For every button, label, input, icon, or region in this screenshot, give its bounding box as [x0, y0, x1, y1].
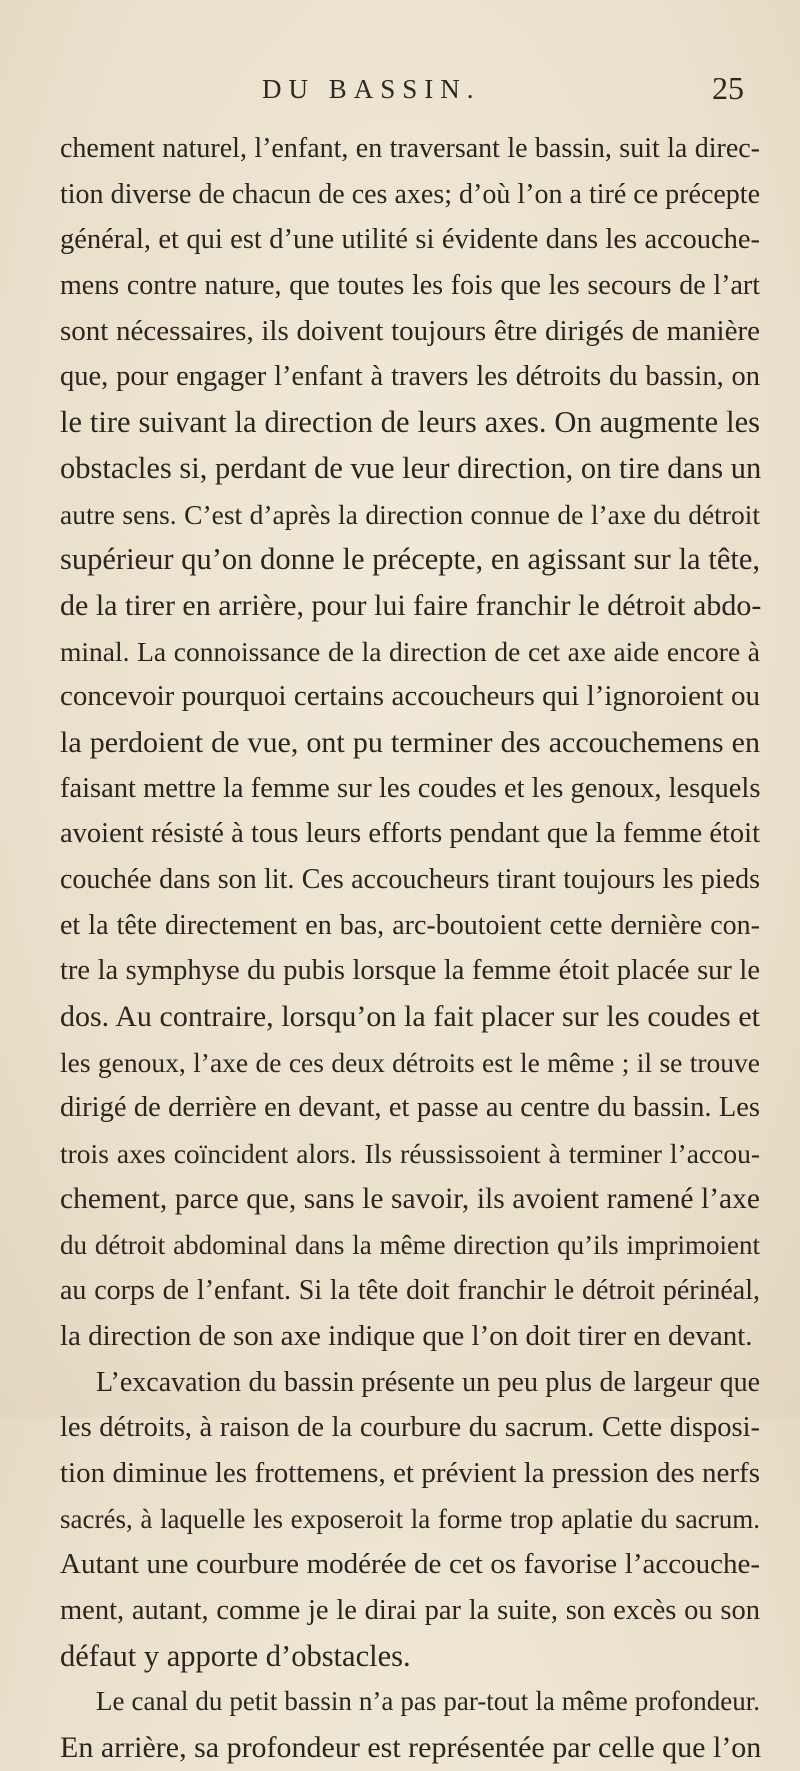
- paragraph-start-line: L’excavation du bassin présente un peu plus de largeur que: [96, 1366, 760, 1398]
- text-line: En arrière, sa profondeur est représentée par celle que l’on: [60, 1731, 762, 1765]
- text-line: minal. La connoissance de la direction de cet axe aide encore à: [60, 635, 760, 667]
- text-line: dirigé de derrière en devant, et passe au centre du bassin. Les: [60, 1092, 760, 1124]
- text-line: couchée dans son lit. Ces accoucheurs tirant toujours les pieds: [60, 864, 760, 895]
- text-line: tre la symphyse du pubis lorsque la femme étoit placée sur le: [60, 955, 760, 987]
- paragraph-start-line: Le canal du petit bassin n’a pas par-tout la même profondeur.: [96, 1686, 760, 1717]
- text-line: général, et qui est d’une utilité si évidente dans les accouche-: [60, 224, 760, 256]
- text-line: le tire suivant la direction de leurs axes. On augmente les: [60, 405, 760, 440]
- text-line: la direction de son axe indique que l’on doit tirer en devant.: [60, 1319, 753, 1352]
- text-line: trois axes coïncident alors. Ils réussissoient à terminer l’accou-: [60, 1138, 760, 1170]
- text-line: chement naturel, l’enfant, en traversant le bassin, suit la direc-: [60, 133, 760, 164]
- page-number: 25: [712, 70, 744, 106]
- body-text: [60, 126, 760, 1771]
- text-line: la perdoient de vue, ont pu terminer des accouchemens en: [60, 725, 760, 759]
- text-line: sacrés, à laquelle les exposeroit la forme trop aplatie du sacrum.: [60, 1503, 760, 1534]
- text-line: obstacles si, perdant de vue leur direction, on tire dans un: [60, 450, 762, 485]
- text-line: ment, autant, comme je le dirai par la suite, son excès ou son: [60, 1595, 760, 1626]
- text-line: dos. Au contraire, lorsqu’on la fait placer sur les coudes et: [60, 1000, 760, 1034]
- text-line: tion diverse de chacun de ces axes; d’où l’on a tiré ce précepte: [60, 178, 760, 210]
- text-line: concevoir pourquoi certains accoucheurs qui l’ignoroient ou: [60, 680, 760, 713]
- text-line: sont nécessaires, ils doivent toujours être dirigés de manière: [60, 314, 760, 347]
- text-line: tion diminue les frottemens, et prévient la pression des nerfs: [60, 1456, 760, 1489]
- text-line: supérieur qu’on donne le précepte, en agissant sur la tête,: [60, 542, 760, 577]
- text-line: au corps de l’enfant. Si la tête doit franchir le détroit périnéal,: [60, 1275, 760, 1307]
- text-line: faisant mettre la femme sur les coudes et les genoux, lesquels: [60, 772, 761, 804]
- text-line: chement, parce que, sans le savoir, ils avoient ramené l’axe: [60, 1182, 760, 1215]
- text-line: de la tirer en arrière, pour lui faire franchir le détroit abdo-: [60, 588, 762, 622]
- page-header: [0, 70, 800, 114]
- running-head: DU BASSIN.: [262, 74, 481, 104]
- text-line: Autant une courbure modérée de cet os favorise l’accouche-: [60, 1548, 760, 1581]
- text-line: défaut y apporte d’obstacles.: [60, 1638, 411, 1673]
- text-line: et la tête directement en bas, arc-boutoient cette dernière con-: [60, 909, 760, 941]
- text-line: les genoux, l’axe de ces deux détroits est le même ; il se trouve: [60, 1046, 760, 1078]
- text-line: du détroit abdominal dans la même direction qu’ils imprimoient: [60, 1229, 760, 1260]
- text-line: les détroits, à raison de la courbure du sacrum. Cette disposi-: [60, 1412, 760, 1444]
- text-line: que, pour engager l’enfant à travers les détroits du bassin, on: [60, 361, 760, 393]
- text-line: mens contre nature, que toutes les fois que les secours de l’art: [60, 270, 760, 302]
- text-line: avoient résisté à tous leurs efforts pendant que la femme étoit: [60, 818, 760, 850]
- text-line: autre sens. C’est d’après la direction connue de l’axe du détroit: [60, 498, 760, 530]
